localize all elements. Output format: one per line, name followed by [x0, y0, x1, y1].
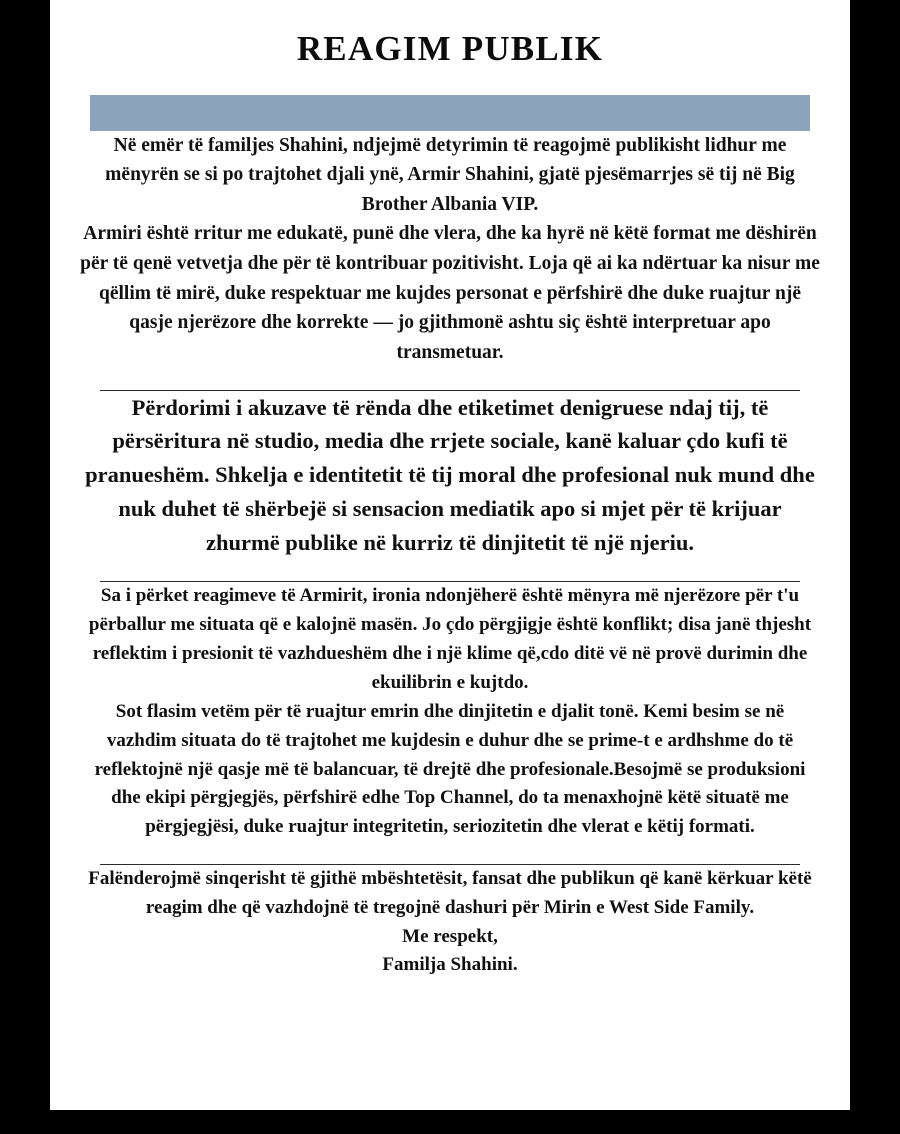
- paragraph-second: Armiri është rritur me edukatë, punë dhe vlera, dhe ka hyrë në këtë format me dëshirën për të qenë vetvetja dhe për të kontribuar pozitivisht. Loja që ai ka ndërtuar ka nisur me qëllim të mirë, duke respektuar me kujdes personat e përfshirë dhe duke ruajtur një qasje njerëzore dhe korrekte — jo gjithmonë ashtu siç është interpretuar apo transmetuar.: [80, 223, 820, 363]
- sign-off: Me respekt,: [402, 925, 498, 947]
- paragraph-closing: Falënderojmë sinqerisht të gjithë mbështetësit, fansat dhe publikun që kanë kërkuar këtë reagim dhe që vazhdojnë të tregojnë dashuri për Mirin e West Side Family.: [88, 868, 812, 918]
- paragraph-fourth: Sa i përket reagimeve të Armirit, ironia ndonjëherë është mënyra më njerëzore për t'u përballur me situata që e kalojnë masën. Jo çdo përgjigje është konflikt; disa janë thjesht reflektim i presionit të vazhdueshëm dhe i një klime që,cdo ditë vë në provë durimin dhe ekuilibrin e kujtdo.: [88, 585, 812, 693]
- paragraph-fifth: Sot flasim vetëm për të ruajtur emrin dhe dinjitetin e djalit tonë. Kemi besim se në vazhdim situata do të trajtohet me kujdesin e duhur dhe se prime-t e ardhshme do të reflektojnë një qasje më të balancuar, të drejtë dhe profesionale.Besojmë se produksioni dhe ekipi përgjegjës, përfshirë edhe Top Channel, do ta menaxhojnë këtë situatë me përgjegjësi, duke ruajtur integritetin, seriozitetin dhe vlerat e këtij formati.: [94, 700, 806, 838]
- document-body: [50, 131, 850, 980]
- document-sheet: [50, 0, 850, 1110]
- signature: Familja Shahini.: [382, 954, 518, 976]
- paragraph-third: Përdorimi i akuzave të rënda dhe etiketimet denigruese ndaj tij, të përsëritura në studio, media dhe rrjete sociale, kanë kaluar çdo kufi të pranueshëm. Shkelja e identitetit të tij moral dhe profesional nuk mund dhe nuk duhet të shërbejë si sensacion mediatik apo si mjet për të krijuar zhurmë publike në kurriz të dinjitetit të një njeriu.: [85, 394, 815, 555]
- title-accent-bar: [90, 95, 810, 131]
- page-title: REAGIM PUBLIK: [296, 29, 604, 68]
- letterbox-left: [0, 0, 50, 1134]
- letterbox-bottom: [0, 1110, 900, 1134]
- paragraph-intro: Në emër të familjes Shahini, ndjejmë detyrimin të reagojmë publikisht lidhur me mënyrën se si po trajtohet djali ynë, Armir Shahini, gjatë pjesëmarrjes së tij në Big Brother Albania VIP.: [105, 134, 795, 215]
- letterbox-right: [850, 0, 900, 1134]
- sheet-top-margin: [50, 0, 850, 8]
